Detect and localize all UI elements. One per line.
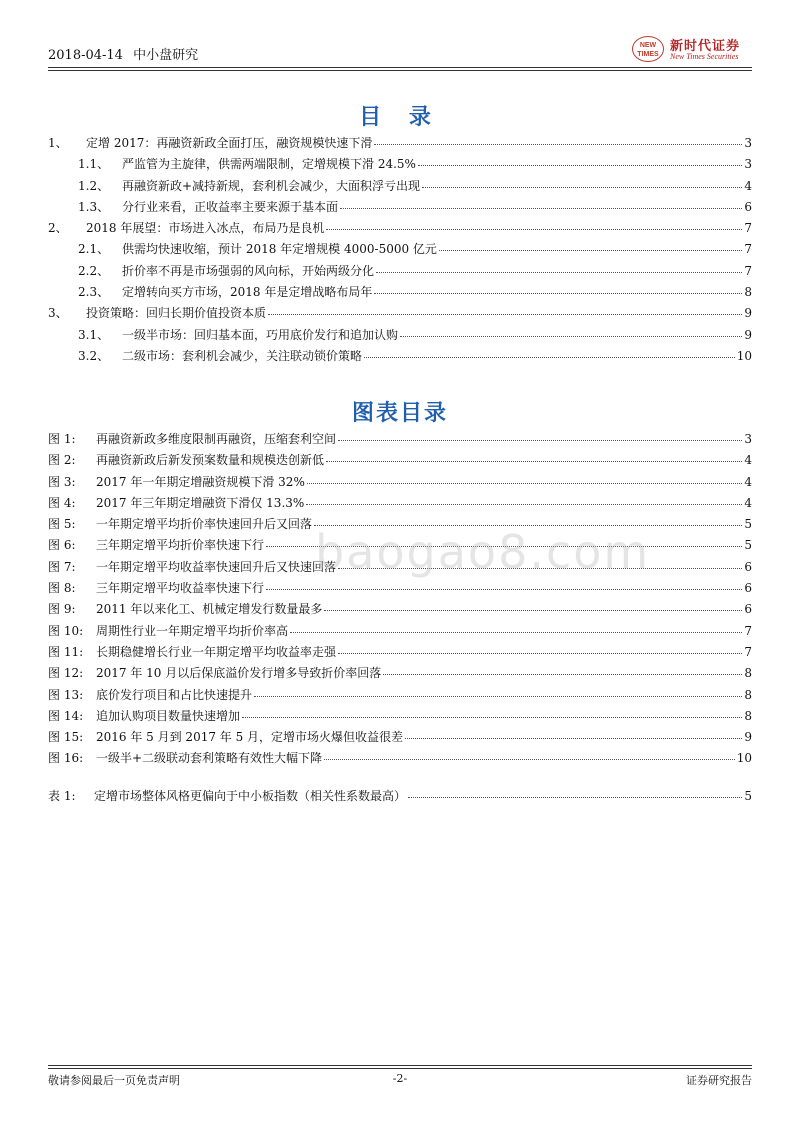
entry-page: 8	[744, 687, 752, 702]
dot-leader	[268, 302, 742, 315]
entry-label: 长期稳健增长行业一年期定增平均收益率走强	[96, 644, 337, 659]
entry-page: 8	[744, 708, 752, 723]
entry-page: 6	[744, 559, 752, 574]
entry-label: 一年期定增平均折价率快速回升后又回落	[96, 517, 313, 532]
entry-label: 定增市场整体风格更偏向于中小板指数（相关性系数最高）	[94, 789, 407, 803]
footer-rule	[48, 1065, 752, 1069]
entry-number: 2、	[48, 221, 68, 236]
entry-number: 1.3、	[78, 199, 110, 214]
entry-number: 图 11:	[48, 644, 84, 659]
entry-page: 7	[744, 263, 752, 278]
entry-number: 图 9:	[48, 602, 76, 617]
toc-entry[interactable]	[48, 133, 752, 154]
entry-label: 供需均快速收缩，预计 2018 年定增规模 4000-5000 亿元	[122, 242, 437, 257]
dot-leader	[400, 324, 742, 337]
entry-number: 图 10:	[48, 623, 84, 638]
figure-entry[interactable]	[48, 429, 752, 450]
entry-page: 5	[744, 517, 752, 532]
dot-leader	[324, 747, 735, 760]
entry-number: 图 15:	[48, 730, 84, 745]
toc-entry[interactable]	[48, 346, 752, 367]
entry-page: 7	[744, 242, 752, 257]
entry-label: 折价率不再是市场强弱的风向标，开始两级分化	[122, 263, 375, 278]
entry-page: 10	[736, 751, 752, 766]
table-entry[interactable]	[48, 786, 752, 807]
page-header	[48, 30, 752, 68]
entry-page: 4	[744, 474, 752, 489]
entry-number: 图 5:	[48, 517, 76, 532]
dot-leader	[418, 153, 742, 166]
entry-number: 图 13:	[48, 687, 84, 702]
toc-entry[interactable]	[48, 154, 752, 175]
entry-label: 2016 年 5 月到 2017 年 5 月，定增市场火爆但收益很差	[96, 730, 404, 745]
entry-number: 2.2、	[78, 263, 110, 278]
watermark: baogao8.com	[315, 525, 651, 579]
entry-page: 10	[736, 348, 752, 363]
header-date: 2018-04-14	[48, 48, 123, 63]
entry-page: 3	[744, 136, 752, 150]
entry-label: 2011 年以来化工、机械定增发行数量最多	[96, 602, 323, 617]
entry-page: 9	[744, 327, 752, 342]
entry-number: 图 16:	[48, 751, 84, 766]
entry-page: 9	[744, 730, 752, 745]
entry-number: 2.3、	[78, 285, 110, 300]
toc-entry[interactable]	[48, 239, 752, 260]
figure-entry[interactable]	[48, 599, 752, 620]
entry-number: 图 7:	[48, 559, 76, 574]
dot-leader	[405, 726, 742, 739]
figure-entry[interactable]	[48, 621, 752, 642]
dot-leader	[340, 196, 742, 209]
entry-number: 3.2、	[78, 348, 110, 363]
figure-entry[interactable]	[48, 748, 752, 769]
entry-number: 图 14:	[48, 708, 84, 723]
entry-label: 一级半+二级联动套利策略有效性大幅下降	[96, 751, 323, 766]
figure-entry[interactable]	[48, 450, 752, 471]
entry-number: 图 1:	[48, 432, 76, 446]
entry-label: 2018 年展望：市场进入冰点，布局乃是良机	[86, 221, 325, 236]
entry-label: 追加认购项目数量快速增加	[96, 708, 241, 723]
logo-mark-icon: NEW TIMES	[632, 36, 664, 62]
entry-label: 严监管为主旋律，供需两端限制，定增规模下滑 24.5%	[122, 157, 416, 172]
entry-label: 底价发行项目和占比快速提升	[96, 687, 253, 702]
dot-leader	[306, 492, 742, 505]
footer-report-type: 证券研究报告	[686, 1074, 752, 1087]
entry-page: 7	[744, 644, 752, 659]
toc-entry[interactable]	[48, 325, 752, 346]
figure-entry[interactable]	[48, 663, 752, 684]
entry-label: 三年期定增平均收益率快速下行	[96, 581, 265, 596]
table-index-list	[48, 786, 752, 807]
figure-entry[interactable]	[48, 706, 752, 727]
logo-chinese-name: 新时代证券	[670, 39, 741, 54]
figure-index-list	[48, 429, 752, 770]
entry-label: 二级市场：套利机会减少，关注联动锁价策略	[122, 348, 363, 363]
dot-leader	[266, 577, 742, 590]
entry-label: 2017 年三年期定增融资下滑仅 13.3%	[96, 495, 305, 510]
page-footer	[48, 1070, 752, 1086]
entry-page: 3	[744, 157, 752, 172]
entry-page: 9	[744, 306, 752, 321]
company-logo	[632, 32, 752, 66]
entry-number: 图 12:	[48, 666, 84, 681]
dot-leader	[307, 471, 743, 484]
figure-entry[interactable]	[48, 493, 752, 514]
entry-page: 6	[744, 199, 752, 214]
entry-number: 表 1:	[48, 789, 76, 803]
dot-leader	[324, 598, 742, 611]
entry-label: 定增转向买方市场，2018 年是定增战略布局年	[122, 285, 373, 300]
entry-number: 1.2、	[78, 178, 110, 193]
entry-page: 8	[744, 285, 752, 300]
entry-page: 7	[744, 623, 752, 638]
footer-page-number: -2-	[392, 1072, 408, 1085]
dot-leader	[408, 785, 742, 798]
entry-number: 图 2:	[48, 453, 76, 468]
figure-entry[interactable]	[48, 727, 752, 748]
dot-leader	[338, 428, 742, 441]
logo-english-name: New Times Securities	[670, 52, 739, 61]
dot-leader	[254, 684, 742, 697]
entry-label: 2017 年 10 月以后保底溢价发行增多导致折价率回落	[96, 666, 382, 681]
entry-label: 再融资新政+减持新规，套利机会减少，大面积浮亏出现	[122, 178, 421, 193]
dot-leader	[326, 449, 742, 462]
toc-entry[interactable]	[48, 176, 752, 197]
entry-page: 5	[744, 538, 752, 553]
dot-leader	[374, 281, 742, 294]
entry-label: 2017 年一年期定增融资规模下滑 32%	[96, 474, 305, 489]
figure-entry[interactable]	[48, 642, 752, 663]
entry-page: 6	[744, 581, 752, 596]
toc-entry[interactable]	[48, 261, 752, 282]
entry-label: 再融资新政后新发预案数量和规模迭创新低	[96, 453, 325, 468]
dot-leader	[376, 260, 742, 273]
toc-list	[48, 133, 752, 367]
toc-entry[interactable]	[48, 303, 752, 324]
dot-leader	[422, 175, 742, 188]
entry-number: 图 6:	[48, 538, 76, 553]
entry-number: 1.1、	[78, 157, 110, 172]
dot-leader	[326, 217, 742, 230]
entry-number: 图 8:	[48, 581, 76, 596]
dot-leader	[383, 662, 742, 675]
entry-page: 4	[744, 495, 752, 510]
header-category: 中小盘研究	[133, 48, 199, 63]
entry-label: 再融资新政多维度限制再融资，压缩套利空间	[96, 432, 337, 446]
entry-label: 分行业来看，正收益率主要来源于基本面	[122, 199, 339, 214]
entry-label: 定增 2017：再融资新政全面打压，融资规模快速下滑	[86, 136, 373, 150]
toc-entry[interactable]	[48, 218, 752, 239]
header-date-category	[48, 44, 198, 63]
header-rule	[48, 67, 752, 71]
entry-number: 2.1、	[78, 242, 110, 257]
entry-label: 周期性行业一年期定增平均折价率高	[96, 623, 289, 638]
entry-page: 3	[744, 432, 752, 446]
dot-leader	[364, 345, 735, 358]
footer-disclaimer: 敬请参阅最后一页免责声明	[48, 1074, 180, 1087]
entry-number: 3、	[48, 306, 68, 321]
entry-number: 1、	[48, 136, 68, 150]
entry-page: 6	[744, 602, 752, 617]
dot-leader	[242, 705, 742, 718]
toc-title: 目 录	[359, 105, 441, 130]
entry-page: 8	[744, 666, 752, 681]
entry-number: 图 4:	[48, 495, 76, 510]
figure-index-title: 图表目录	[351, 401, 448, 426]
dot-leader	[290, 620, 742, 633]
dot-leader	[338, 641, 742, 654]
dot-leader	[439, 238, 742, 251]
toc-entry[interactable]	[48, 282, 752, 303]
entry-label: 一年期定增平均收益率快速回升后又快速回落	[96, 559, 337, 574]
entry-page: 7	[744, 221, 752, 236]
dot-leader	[374, 132, 742, 145]
entry-page: 5	[744, 789, 752, 803]
entry-label: 三年期定增平均折价率快速下行	[96, 538, 265, 553]
entry-page: 4	[744, 453, 752, 468]
figure-entry[interactable]	[48, 685, 752, 706]
entry-number: 图 3:	[48, 474, 76, 489]
entry-page: 4	[744, 178, 752, 193]
entry-label: 一级半市场：回归基本面，巧用底价发行和追加认购	[122, 327, 399, 342]
figure-entry[interactable]	[48, 578, 752, 599]
entry-label: 投资策略：回归长期价值投资本质	[86, 306, 267, 321]
entry-number: 3.1、	[78, 327, 110, 342]
figure-entry[interactable]	[48, 472, 752, 493]
toc-entry[interactable]	[48, 197, 752, 218]
